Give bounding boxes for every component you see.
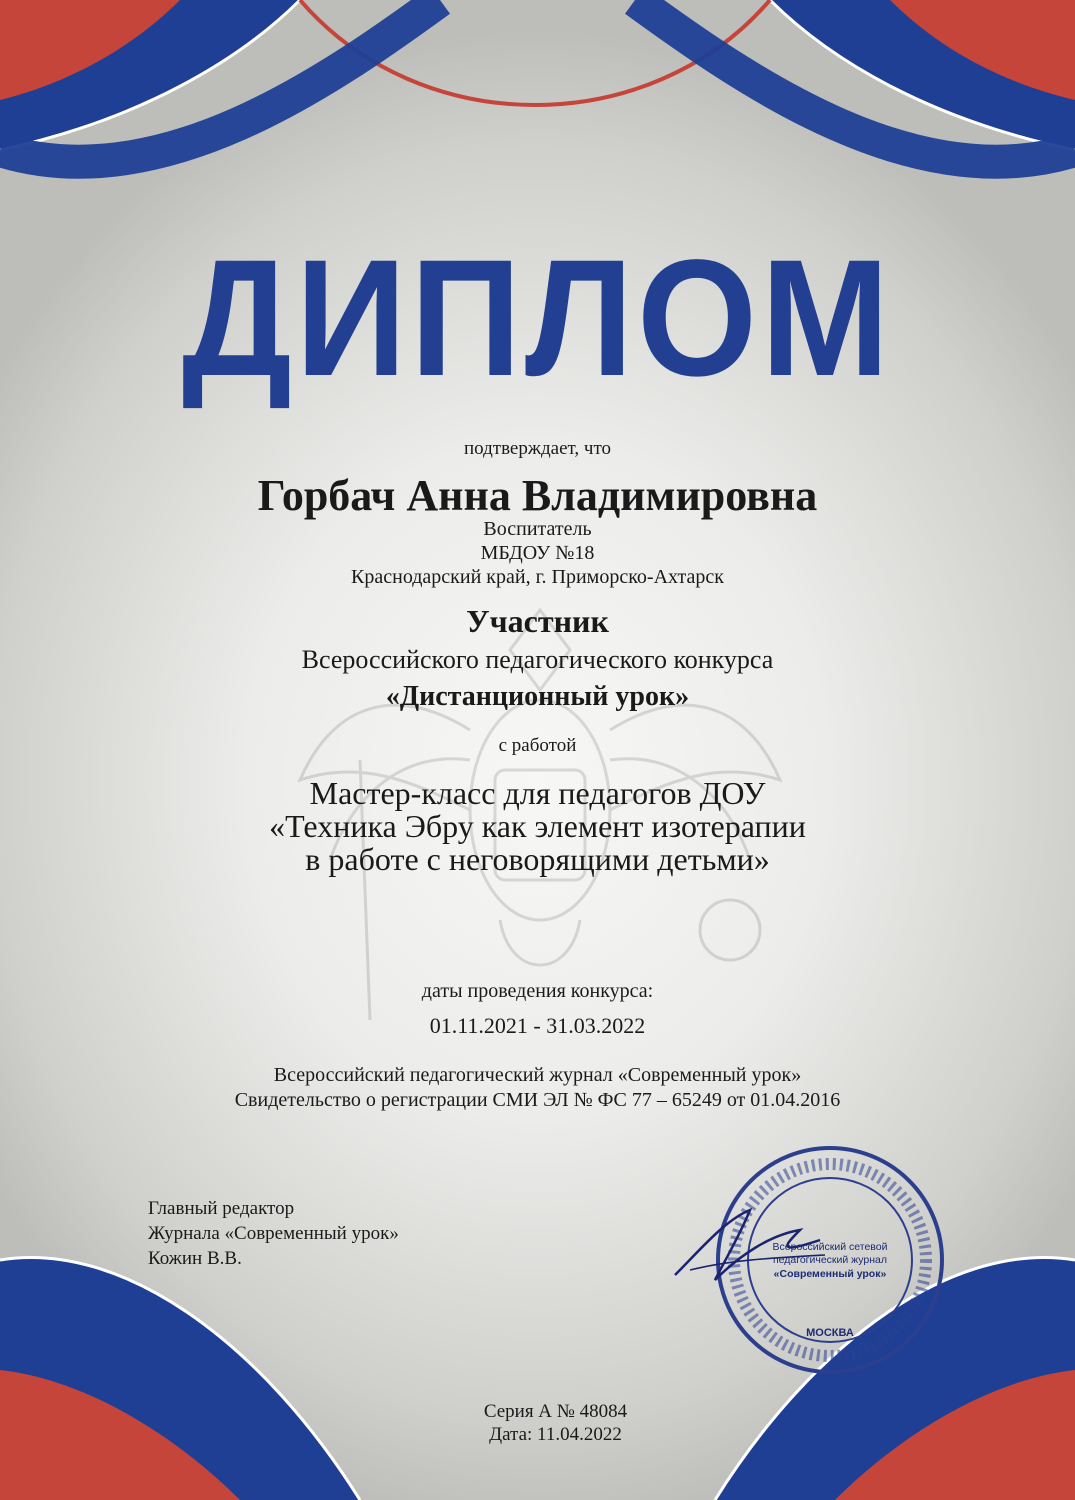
editor-block: [148, 1196, 399, 1271]
editor-name: Кожин В.В.: [148, 1248, 242, 1269]
journal-info: [0, 1063, 1075, 1113]
recipient-position: Воспитатель: [483, 518, 592, 540]
recipient-region: Краснодарский край, г. Приморско-Ахтарск: [351, 566, 724, 588]
contest-name: «Дистанционный урок»: [385, 681, 690, 712]
editor-journal: Журнала «Современный урок»: [148, 1223, 399, 1244]
contest-description: Всероссийского педагогического конкурса: [301, 645, 774, 674]
registration-info: Свидетельство о регистрации СМИ ЭЛ № ФС 77 – 65249 от 01.04.2016: [234, 1089, 841, 1111]
with-work-label: с работой: [498, 735, 577, 756]
dates-label: даты проведения конкурса:: [421, 980, 654, 1002]
stamp-center-line: «Современный урок»: [773, 1268, 887, 1280]
stamp-city: МОСКВА: [806, 1327, 854, 1339]
work-title-line: «Техника Эбру как элемент изотерапии: [269, 808, 806, 844]
contest-dates: 01.11.2021 - 31.03.2022: [429, 1013, 646, 1038]
stamp-center-line: Всероссийский сетевой: [772, 1241, 888, 1253]
stamp-center-line: педагогический журнал: [772, 1254, 888, 1266]
diploma-title: ДИПЛОМ: [181, 226, 894, 411]
editor-title: Главный редактор: [148, 1198, 295, 1219]
issue-date: Дата: 11.04.2022: [489, 1424, 622, 1445]
recipient-organization: МБДОУ №18: [480, 542, 595, 564]
journal-name: Всероссийский педагогический журнал «Современный урок»: [273, 1064, 802, 1086]
work-title: [0, 777, 1075, 876]
confirms-text: подтверждает, что: [463, 438, 612, 459]
top-ribbon-decoration: [0, 0, 1075, 200]
recipient-name: Горбач Анна Владимировна: [257, 471, 818, 520]
work-title-line: в работе с неговорящими детьми»: [305, 841, 770, 877]
serial-block: [18, 1400, 1075, 1446]
award-status: Участник: [466, 603, 609, 639]
work-title-line: Мастер-класс для педагогов ДОУ: [309, 775, 766, 811]
editor-signature: [670, 1200, 830, 1290]
serial-number: Серия А № 48084: [483, 1401, 628, 1422]
